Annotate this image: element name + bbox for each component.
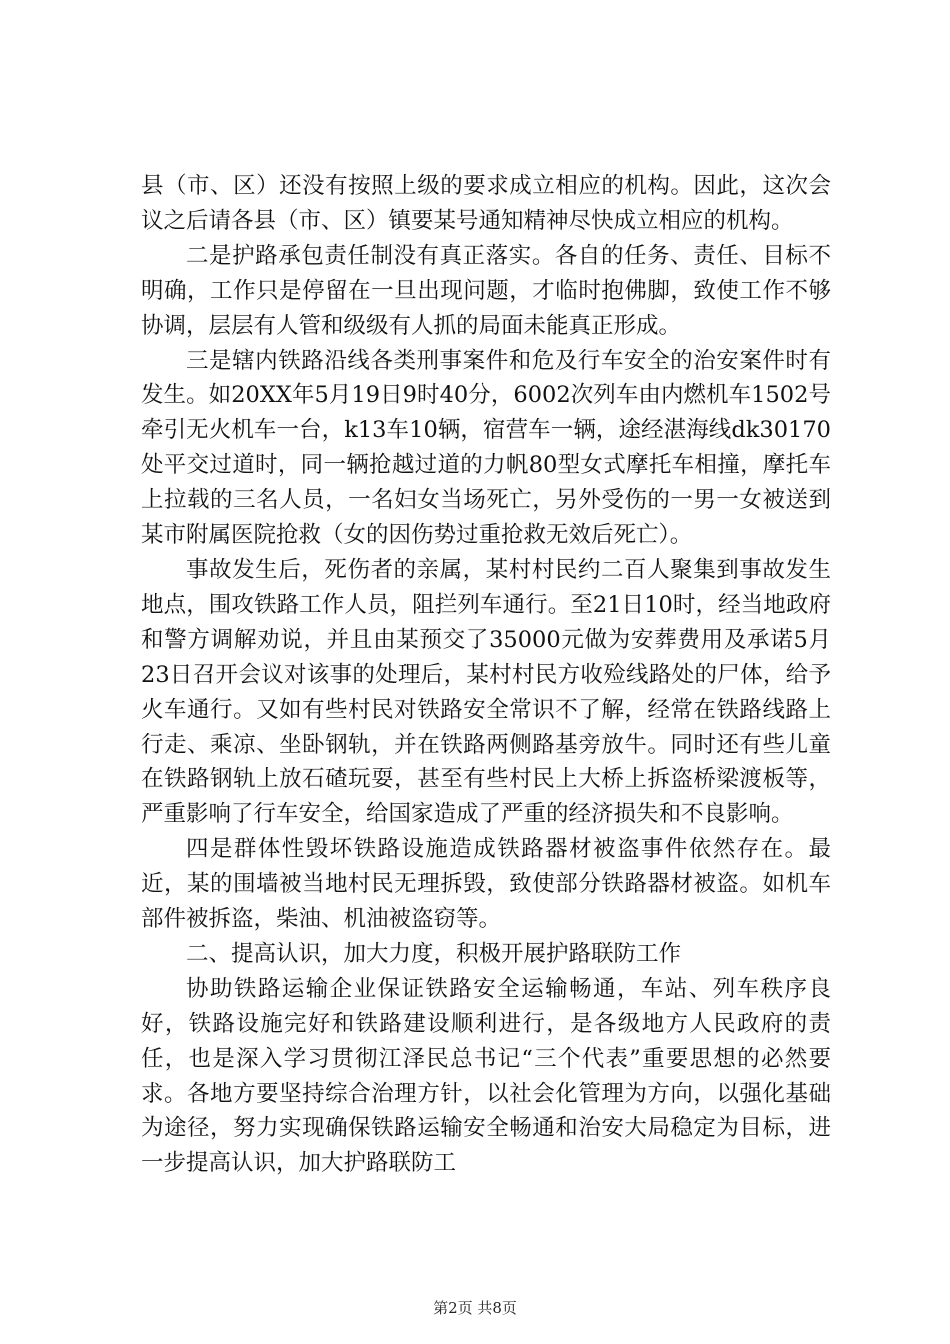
paragraph-point-three: 三是辖内铁路沿线各类刑事案件和危及行车安全的治安案件时有发生。如20XX年5月19日9时40分，6002次列车由内燃机车1502号牵引无火机车一台，k13车10辆，宿营车一辆，途经湛海线dk30170处平交过道时，同一辆抢越过道的力帆80型女式摩托车相撞，摩托车上拉载的三名人员，一名妇女当场死亡，另外受伤的一男一女被送到某市附属医院抢救（女的因伤势过重抢救无效后死亡）。 — [141, 347, 831, 549]
paragraph-point-four: 四是群体性毁坏铁路设施造成铁路器材被盗事件依然存在。最近，某的围墙被当地村民无理拆毁，致使部分铁路器材被盗。如机车部件被拆盗，柴油、机油被盗窃等。 — [141, 836, 831, 933]
paragraph-continuation: 县（市、区）还没有按照上级的要求成立相应的机构。因此，这次会议之后请各县（市、区）镇要某号通知精神尽快成立相应的机构。 — [141, 173, 831, 234]
document-body — [141, 169, 831, 1181]
paragraph-incident-aftermath: 事故发生后，死伤者的亲属，某村村民约二百人聚集到事故发生地点，围攻铁路工作人员，阻拦列车通行。至21日10时，经当地政府和警方调解劝说，并且由某预交了35000元做为安葬费用及承诺5月23日召开会议对该事的处理后，某村村民方收殓线路处的尸体，给予火车通行。又如有些村民对铁路安全常识不了解，经常在铁路线路上行走、乘凉、坐卧钢轨，并在铁路两侧路基旁放牛。同时还有些儿童在铁路钢轨上放石碴玩耍，甚至有些村民上大桥上拆盗桥梁渡板等，严重影响了行车安全，给国家造成了严重的经济损失和不良影响。 — [141, 556, 831, 828]
section-heading-two: 二、提高认识，加大力度，积极开展护路联防工作 — [186, 940, 682, 967]
page-number-footer: 第2页 共8页 — [433, 1299, 517, 1317]
paragraph-section-two-body: 协助铁路运输企业保证铁路安全运输畅通，车站、列车秩序良好，铁路设施完好和铁路建设顺利进行，是各级地方人民政府的责任，也是深入学习贯彻江泽民总书记“三个代表”重要思想的必然要求。各地方要坚持综合治理方针，以社会化管理为方向，以强化基础为途径，努力实现确保铁路运输安全畅通和治安大局稳定为目标，进一步提高认识，加大护路联防工 — [141, 975, 831, 1177]
paragraph-point-two: 二是护路承包责任制没有真正落实。各自的任务、责任、目标不明确，工作只是停留在一旦出现问题，才临时抱佛脚，致使工作不够协调，层层有人管和级级有人抓的局面未能真正形成。 — [141, 242, 831, 339]
